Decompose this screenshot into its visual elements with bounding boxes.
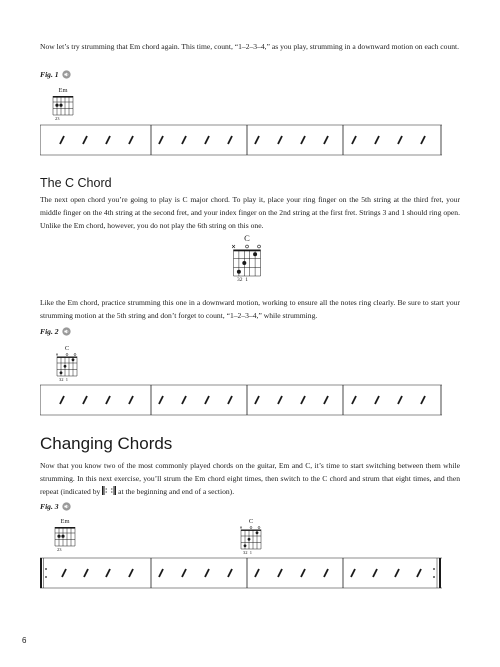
fretboard-grid (240, 526, 262, 550)
chord-name: Em (58, 87, 68, 94)
finger-numbers: 32 1 (243, 550, 252, 555)
c-chord-intro-paragraph: The next open chord you’re going to play is C major chord. To play it, place your ring finger on the 5th string at the third fret, your middle finger on the 4th string at the second fret, and your index finger on the 2nd string at the first fret. Strings 3 and 1 should ring open. Unlike the Em chord, however, you do not play the 6th string on this one. (40, 195, 460, 230)
fig-3-label (40, 502, 71, 511)
changing-text-before: Now that you know two of the most commonly played chords on the guitar, Em and C, it’s time to start switching between them while strumming. In this next exercise, you’ll strum the Em chord eight times, then switch to the C chord and strum that eight times, and then repeat (indicated by (40, 461, 460, 496)
chord-name: C (64, 345, 70, 352)
finger-numbers: 23 (55, 116, 60, 121)
finger-numbers: 32 1 (237, 277, 248, 283)
fig-3-title: Fig. 3 (40, 502, 59, 511)
fig-1-title: Fig. 1 (40, 70, 59, 79)
fretboard-grid (56, 353, 78, 377)
chord-name: Em (60, 518, 70, 525)
repeat-sign-icon (102, 486, 116, 495)
section-heading-c-chord: The C Chord (40, 176, 112, 190)
chord-diagram-em-fig-3 (54, 518, 76, 552)
chord-diagram-em (52, 87, 74, 121)
speaker-audio-icon[interactable] (62, 327, 71, 336)
chord-diagram-c-large (232, 233, 262, 284)
c-chord-practice-paragraph: Like the Em chord, practice strumming this one in a downward motion, working to ensure all the notes ring clearly. Be sure to start your strumming motion at the 5th string and don’t forget to count, “1–2–3–4,” while strumming. (40, 298, 460, 320)
fig-1-label (40, 70, 71, 79)
chord-name: C (248, 518, 254, 525)
section-heading-changing-chords: Changing Chords (40, 434, 173, 453)
fretboard-grid (232, 244, 262, 277)
rhythm-staff-fig-1 (40, 123, 442, 157)
rhythm-staff-fig-2 (40, 383, 442, 417)
chord-diagram-c (56, 345, 78, 382)
chord-diagram-c-fig-3 (240, 518, 262, 555)
speaker-audio-icon[interactable] (62, 502, 71, 511)
finger-numbers: 32 1 (59, 377, 68, 382)
fig-2-label (40, 327, 71, 336)
finger-numbers: 23 (57, 547, 62, 552)
changing-chords-paragraph (40, 459, 460, 498)
chord-name: C (244, 233, 250, 243)
rhythm-staff-fig-3 (40, 556, 442, 590)
intro-paragraph: Now let’s try strumming that Em chord again. This time, count, “1–2–3–4,” as you play, strumming in a downward motion on each count. (40, 42, 460, 51)
speaker-audio-icon[interactable] (62, 70, 71, 79)
fretboard-grid (54, 526, 76, 547)
changing-text-after: at the beginning and end of a section). (118, 487, 235, 496)
fretboard-grid (52, 95, 74, 116)
fig-2-title: Fig. 2 (40, 327, 59, 336)
page-number: 6 (22, 636, 27, 645)
